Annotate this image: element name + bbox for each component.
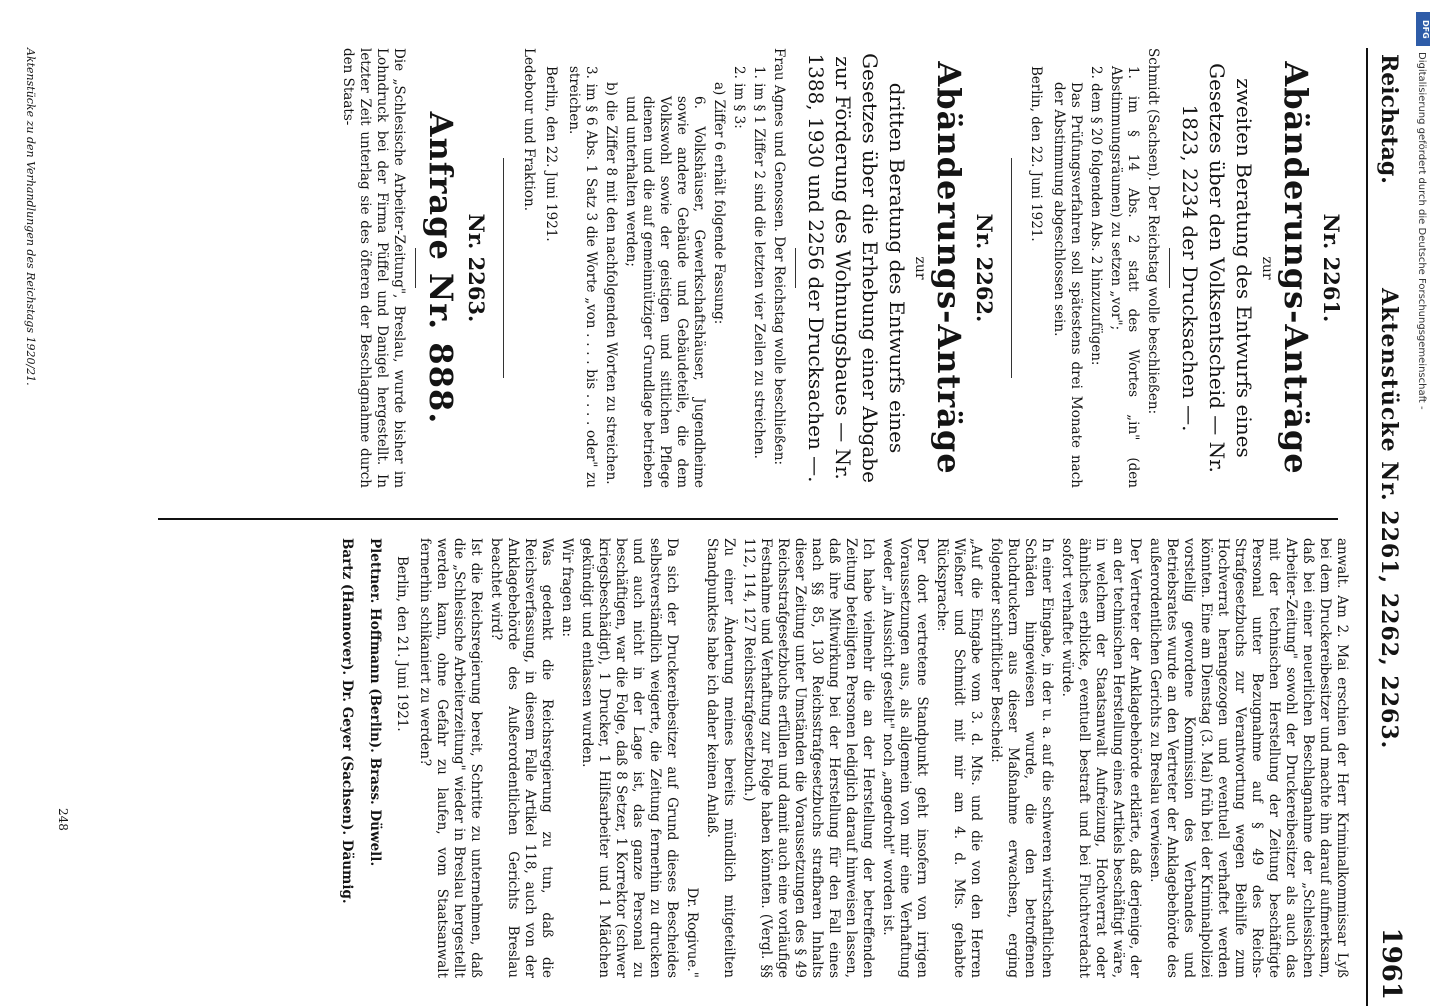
paragraph: In einer Eingabe, in der u. a. auf die schweren wirtschaftlichen Schäden hingewiesen wurde, die den betroffenen Buchdruckern aus dieser Maßnahme erwachsen, erging folgender schriftlicher Bescheid: <box>988 538 1055 978</box>
paragraph: Ist die Reichsregierung bereit, Schritte zu unternehmen, daß die „Schlesische Arbeiterzeitung" wieder in Breslau hergestellt werden kann, ohne Gefahr zu laufen, vom Staatsanwalt fernerhin schikaniert zu werden? <box>417 538 484 978</box>
divider <box>1169 248 1170 288</box>
right-column <box>338 538 1350 978</box>
quote-signature: Dr. Rogivue." <box>684 887 700 978</box>
doc2-zur: zur <box>912 256 928 280</box>
divider <box>415 248 416 288</box>
paragraph: Wir fragen an: <box>559 538 575 638</box>
digitization-note: Digitalisierung gefördert durch die Deutsche Forschungsgemeinschaft - <box>1416 52 1427 410</box>
doc1-item2: 2. dem § 20 folgenden Abs. 2 hinzuzufügen: <box>1088 66 1104 366</box>
doc2-date: Berlin, den 22. Juni 1921. <box>543 66 559 242</box>
doc2-signature: Ledebour und Fraktion. <box>521 48 537 212</box>
left-column <box>336 48 1350 488</box>
doc2-title: Abänderungs-Anträge <box>930 61 968 475</box>
header-title: Aktenstücke Nr. 2261, 2262, 2263. <box>1376 288 1402 750</box>
page-mark: 248 <box>56 808 70 831</box>
document-page <box>10 48 1410 1006</box>
page-number: 1961 <box>1376 927 1406 1000</box>
right-date: Berlin, den 21. Juni 1921. <box>394 556 410 732</box>
doc1-date: Berlin, den 22. Juni 1921. <box>1028 66 1044 242</box>
doc2-item2a-text: 6. Volkshäuser, Gewerkschaftshäuser, Jugendheime sowie andere Gebäude und Gebäudeteile, die dem Volkswohl sowie der geistigen und sittlichen Pflege dienen und die auf gemeinnütziger Grundlage betrieben und unterhalten werden; <box>623 96 707 488</box>
doc1-number: Nr. 2261. <box>1319 213 1344 323</box>
quote-paragraph: Zu einer Änderung meines bereits mündlich mitgeteilten Standpunktes habe ich daher keinen Anlaß. <box>704 538 737 978</box>
paragraph: Da sich der Druckereibesitzer auf Grund dieses Bescheides selbstverständlich weigerte, die Zeitung fernerhin zu drucken und auch nicht in der Lage ist, das ganze Personal zu beschäftigen, war die Folge, daß 8 Setzer, 1 Korrektor (schwer kriegsbeschädigt), 1 Drucker, 1 Hilfsarbeiter und 1 Mädchen gekündigt und entlassen wurden. <box>579 538 680 978</box>
doc1-zur: zur <box>1259 256 1275 280</box>
dfg-logo-icon: DFG <box>1416 12 1430 46</box>
doc2-item2a: a) Ziffer 6 erhält folgende Fassung: <box>711 82 727 325</box>
signatures-line1: Plettner. Hoffmann (Berlin). Brass. Düwell. <box>367 538 383 867</box>
doc3-text: Die „Schlesische Arbeiter-Zeitung", Breslau, wurde bisher im Lohndruck bei der Firma Püffel und Danigel hergestellt. In letzter Zeit unterlag sie des öfteren der Beschlagnahme durch den Staats- <box>340 48 407 488</box>
doc1-intro: Schmidt (Sachsen). Der Reichstag wolle beschließen: <box>1145 48 1161 415</box>
doc2-intro: Frau Agnes und Genossen. Der Reichstag wolle beschließen: <box>771 48 787 466</box>
doc1-subtitle: zweiten Beratung des Entwurfs eines Gesetzes über den Volksentscheid — Nr. 1823, 2234 der Drucksachen —. <box>1178 63 1256 473</box>
paragraph: Was gedenkt die Reichsregierung zu tun, daß die Reichsverfassung, in diesem Falle Artikel 118, auch von der Anklagebehörde des Außerordentlichen Gerichts Breslau beachtet wird? <box>488 538 555 978</box>
doc2-item3: 3. im § 6 Abs. 1 Satz 3 die Worte „von . . . . bis . . . . oder" zu streichen. <box>566 66 599 488</box>
doc1-title: Abänderungs-Anträge <box>1277 61 1315 475</box>
quote-paragraph: Der dort vertretene Standpunkt geht insofern von irrigen Voraussetzungen aus, als allgemein von mir eine Verhaftung weder „in Aussicht gestellt" noch „angedroht" worden ist. <box>880 538 930 978</box>
doc2-item2b: b) die Ziffer 8 mit den nachfolgenden Worten zu streichen. <box>603 82 619 485</box>
doc1-item2-text: Das Prüfungsverfahren soll spätestens drei Monate nach der Abstimmung abgeschlossen sein. <box>1051 82 1084 488</box>
digitization-sidebar <box>1414 8 1434 998</box>
paragraph: anwalt. Am 2. Mai erschien der Herr Kriminalkommissar Lyß bei dem Druckereibesitzer und machte ihn darauf aufmerksam, daß bei einer neuerlichen Beschlagnahme der „Schlesischen Arbeiter-Zeitung" sowohl der Druckereibesitzer als auch das mit der technischen Herstellung der Zeitung beschäftigte Personal unter Bezugnahme auf § 49 des Reichs-Strafgesetzbuchs zur Verantwortung wegen Beihilfe zum Hochverrat herangezogen und eventuell verhaftet werden könnten. Eine am Dienstag (3. Mai) früh bei der Kriminalpolizei vorstellig gewordene Kommission des Verbandes und Betriebsrates wurde an den Vertreter der Anklagebehörde des außerordentlichen Gerichts zu Breslau verwiesen. <box>1147 538 1350 978</box>
section-divider <box>503 158 504 378</box>
divider <box>795 248 796 288</box>
quote-paragraph: Ich habe vielmehr die an der Herstellung der betreffenden Zeitung beteiligten Personen lediglich darauf hinweisen lassen, daß ihre Mitwirkung bei der Herstellung für den Fall eines nach §§ 85, 130 Reichsstrafgesetzbuchs strafbaren Inhalts dieser Zeitung unter Umständen die Voraussetzungen des § 49 Reichsstrafgesetzbuchs erfüllen und damit auch eine vorläufige Festnahme und Verhaftung zur Folge haben könnten. (Vergl. §§ 112, 114, 127 Reichsstrafgesetzbuch.) <box>741 538 876 978</box>
header-left: Reichstag. <box>1376 54 1402 184</box>
column-divider <box>158 518 1338 520</box>
doc2-number: Nr. 2262. <box>972 213 997 323</box>
section-divider <box>1011 158 1012 378</box>
paragraph: Der Vertreter der Anklagebehörde erklärte, daß derjenige, der an der technischen Herstellung eines Artikels beschäftigt wäre, in welchem der Staatsanwalt Aufreizung, Hochverrat oder ähnliches erblicke, eventuell bestraft und bei Fluchtverdacht sofort verhaftet würde. <box>1059 538 1143 978</box>
quote-paragraph: „Auf die Eingabe vom 3. d. Mts. und die von den Herren Wießner und Schmidt mit mir am 4. d. Mts. gehabte Rücksprache: <box>934 538 984 978</box>
page-header <box>1366 48 1410 1006</box>
doc3-number: Nr. 2263. <box>464 213 489 323</box>
doc2-item1: 1. im § 1 Ziffer 2 sind die letzten vier Zeilen zu streichen. <box>751 66 767 459</box>
signatures-line2: Bartz (Hannover). Dr. Geyer (Sachsen). Däumig. <box>339 538 355 904</box>
doc2-item2: 2. im § 3: <box>731 66 747 129</box>
page-footer: Aktenstücke zu den Verhandlungen des Reichstags 1920/21. <box>24 48 37 386</box>
doc2-subtitle: dritten Beratung des Entwurfs eines Gesetzes über die Erhebung einer Abgabe zur Förderung des Wohnungsbaues — Nr. 1388, 1930 und 2256 der Drucksachen —. <box>804 53 909 483</box>
doc3-title: Anfrage Nr. 888. <box>422 111 460 425</box>
doc1-item1: 1. im § 14 Abs. 2 statt des Wortes „in" (den Abstimmungsräumen) zu setzen „vor"; <box>1108 66 1141 488</box>
